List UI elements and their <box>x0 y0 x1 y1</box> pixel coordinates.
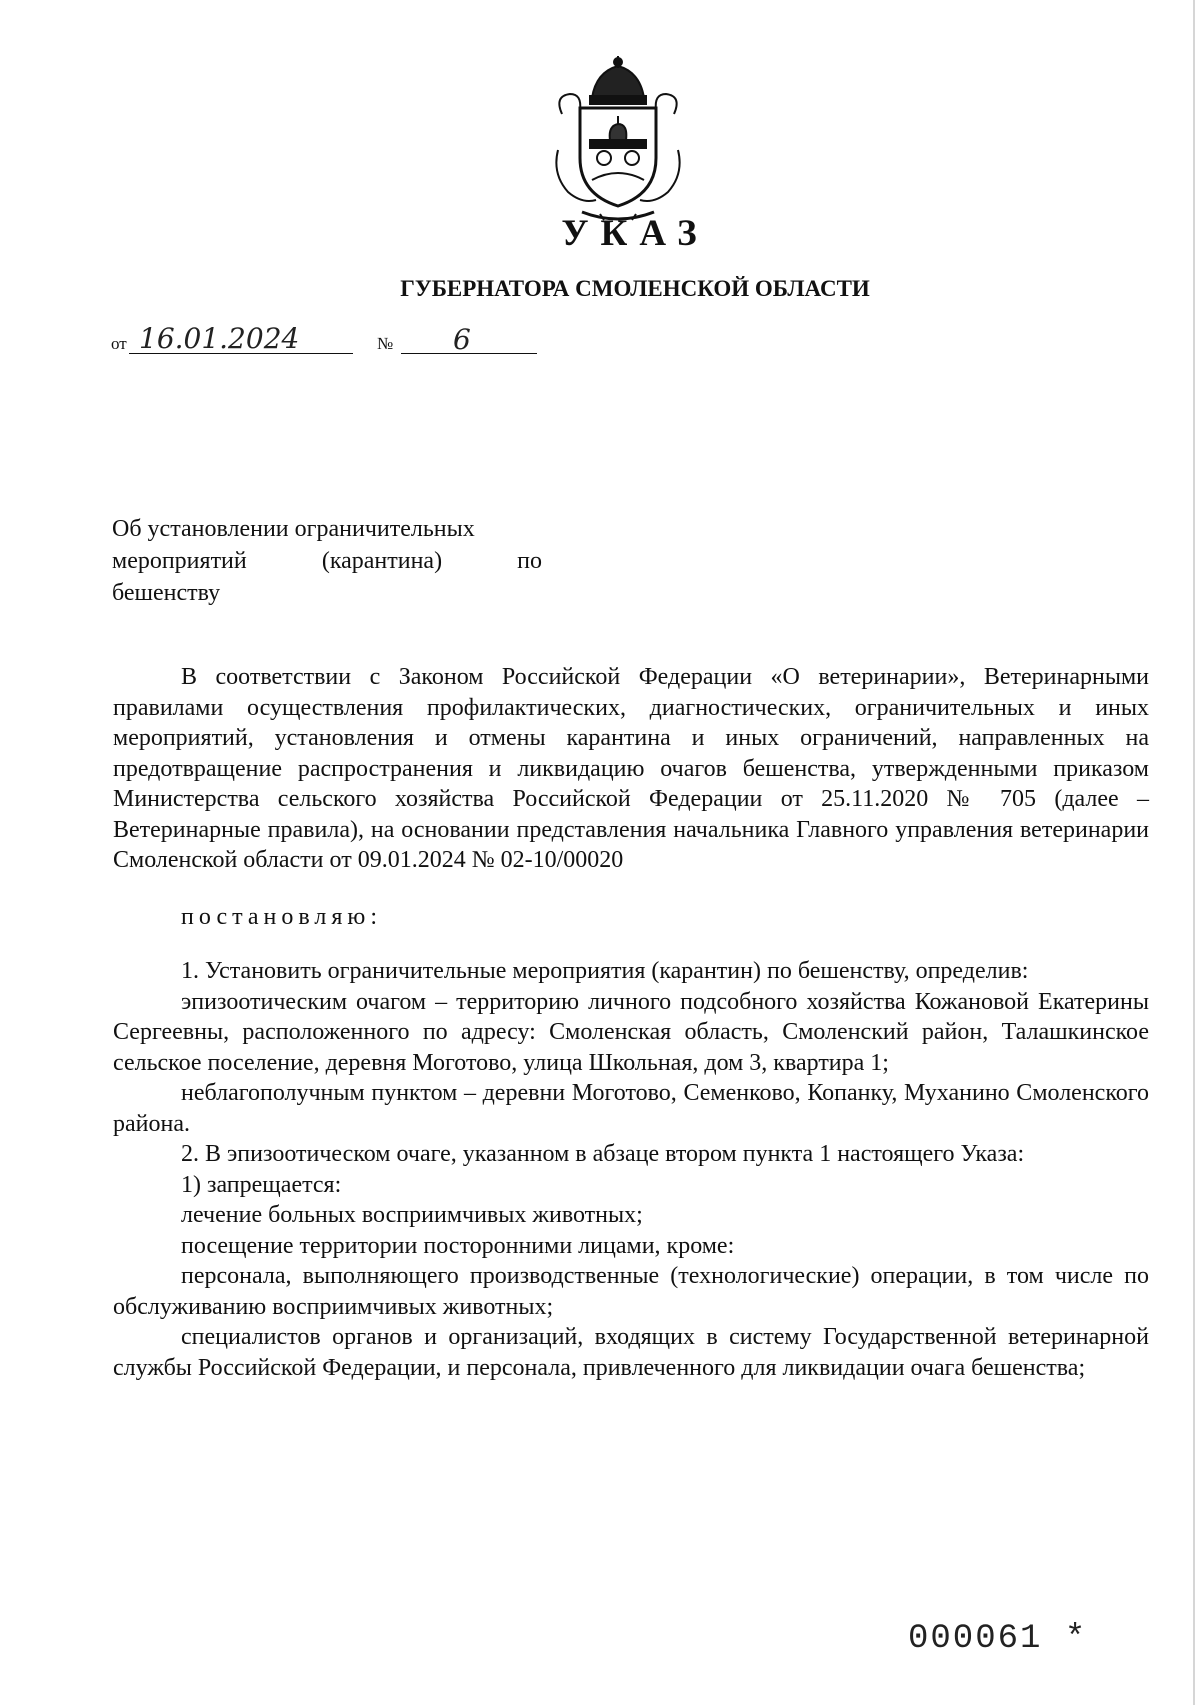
subject-line: мероприятий (карантина) по <box>112 548 542 574</box>
subject-line: бешенству <box>112 580 221 606</box>
clause-2-item: персонала, выполняющего производственные (технологические) операции, в том числе по обслуживанию восприимчивых животных; <box>113 1263 1149 1320</box>
date-label: от <box>111 334 127 353</box>
decree-word: постановляю: <box>181 903 382 930</box>
clause-1-point: неблагополучным пунктом – деревни Моготово, Семенково, Копанку, Муханино Смоленского района. <box>113 1080 1149 1137</box>
decree-body <box>113 662 1149 1383</box>
clause-2: 2. В эпизоотическом очаге, указанном в абзаце втором пункта 1 настоящего Указа: <box>181 1141 1025 1167</box>
number-label: № <box>377 334 394 353</box>
document-title: УКАЗ <box>561 213 709 254</box>
page-edge-divider <box>1193 0 1195 1705</box>
subject-line: Об установлении ограничительных <box>112 516 475 542</box>
number-value: 6 <box>401 326 537 354</box>
coat-of-arms-emblem-icon <box>552 54 684 222</box>
clause-2-item: специалистов органов и организаций, входящих в систему Государственной ветеринарной службы Российской Федерации, и персонала, привлеченного для ликвидации очага бешенства; <box>113 1324 1149 1381</box>
serial-number-stamp: 000061 * <box>908 1620 1088 1658</box>
clause-2-item: лечение больных восприимчивых животных; <box>181 1202 643 1228</box>
date-value: 16.01.2024 <box>129 325 353 354</box>
date-number-line <box>111 322 551 358</box>
decree-subject <box>112 513 542 609</box>
clause-1: 1. Установить ограничительные мероприятия (карантин) по бешенству, определив: <box>181 958 1029 984</box>
preamble-paragraph: В соответствии с Законом Российской Федерации «О ветеринарии», Ветеринарными правилами осуществления профилактических, диагностических, ограничительных и иных мероприятий, установления и отмены карантина и иных ограничений, направленных на предотвращение распространения и ликвидацию очагов бешенства, утвержденными приказом Министерства сельского хозяйства Российской Федерации от 25.11.2020 № 705 (далее – Ветеринарные правила), на основании представления начальника Главного управления ветеринарии Смоленской области от 09.01.2024 № 02-10/00020 <box>113 664 1149 873</box>
issuer-title: ГУБЕРНАТОРА СМОЛЕНСКОЙ ОБЛАСТИ <box>400 276 870 301</box>
clause-2-item: посещение территории посторонними лицами, кроме: <box>181 1232 735 1259</box>
clause-2-sub-1: 1) запрещается: <box>181 1171 342 1198</box>
clause-1-focus: эпизоотическим очагом – территорию личного подсобного хозяйства Кожановой Екатерины Сергеевны, расположенного по адресу: Смоленская область, Смоленский район, Талашкинское сельское поселение, деревня Моготово, улица Школьная, дом 3, квартира 1; <box>113 988 1149 1076</box>
